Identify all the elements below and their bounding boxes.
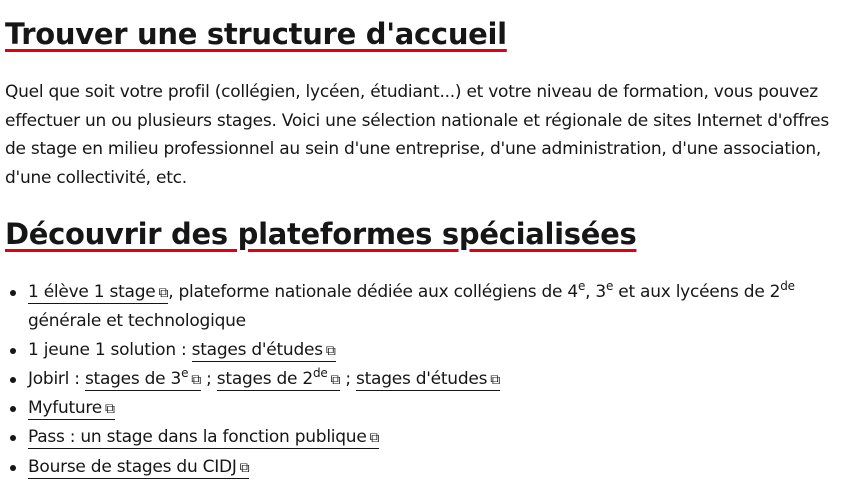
- external-link-icon: ⧉: [490, 371, 500, 388]
- list-item-pass-stage: [5, 423, 795, 452]
- section-title-text: Trouver une structure d'accueil: [5, 17, 507, 51]
- external-link-icon: ⧉: [105, 401, 115, 418]
- external-link-icon: ⧉: [239, 459, 250, 476]
- link-jobirl-stages-etudes[interactable]: stages d'études ⧉: [356, 369, 500, 391]
- section-title-find-host: [5, 14, 507, 54]
- link-pass-stage-fonction-publique[interactable]: Pass : un stage dans la fonction publique ⧉: [28, 427, 379, 449]
- link-1jeune1solution-stages[interactable]: stages d'études ⧉: [192, 340, 336, 362]
- external-link-icon: ⧉: [330, 371, 341, 388]
- external-link-icon: ⧉: [325, 342, 336, 359]
- external-link-icon: ⧉: [158, 285, 169, 301]
- list-item-1eleve1stage: 1 élève 1 stage ⧉, plateforme nationale dédiée aux collégiens de 4e, 3e et aux lycéens de 2de générale et technologique: [5, 278, 795, 336]
- platform-list: [5, 278, 795, 482]
- list-item-jobirl: Jobirl : stages de 3e ⧉ ; stages de 2de ⧉ ; stages d'études ⧉: [5, 365, 795, 394]
- link-1eleve1stage[interactable]: 1 élève 1 stage ⧉: [28, 282, 168, 304]
- external-link-icon: ⧉: [369, 430, 380, 447]
- list-item-cidj: [5, 453, 795, 482]
- list-item-myfuture: [5, 394, 795, 423]
- list-item-1jeune1solution: 1 jeune 1 solution : stages d'études ⧉: [5, 336, 795, 365]
- link-jobirl-stages-3e[interactable]: stages de 3e ⧉: [85, 369, 201, 391]
- section-title-platforms: [5, 214, 636, 254]
- external-link-icon: ⧉: [191, 371, 201, 388]
- intro-paragraph: Quel que soit votre profil (collégien, lycéen, étudiant...) et votre niveau de formation, vous pouvez effectuer un ou plusieurs stages. Voici une sélection nationale et régionale de sites Internet d'offres de stage en milieu professionnel au sein d'une entreprise, d'une administration, d'une association, d'une collectivité, etc.: [5, 82, 829, 188]
- link-myfuture[interactable]: Myfuture ⧉: [28, 398, 115, 420]
- section-title-text: Découvrir des plateformes spécialisées: [5, 217, 637, 251]
- link-jobirl-stages-2de[interactable]: stages de 2de ⧉: [217, 369, 340, 391]
- link-bourse-stages-cidj[interactable]: Bourse de stages du CIDJ ⧉: [28, 457, 249, 479]
